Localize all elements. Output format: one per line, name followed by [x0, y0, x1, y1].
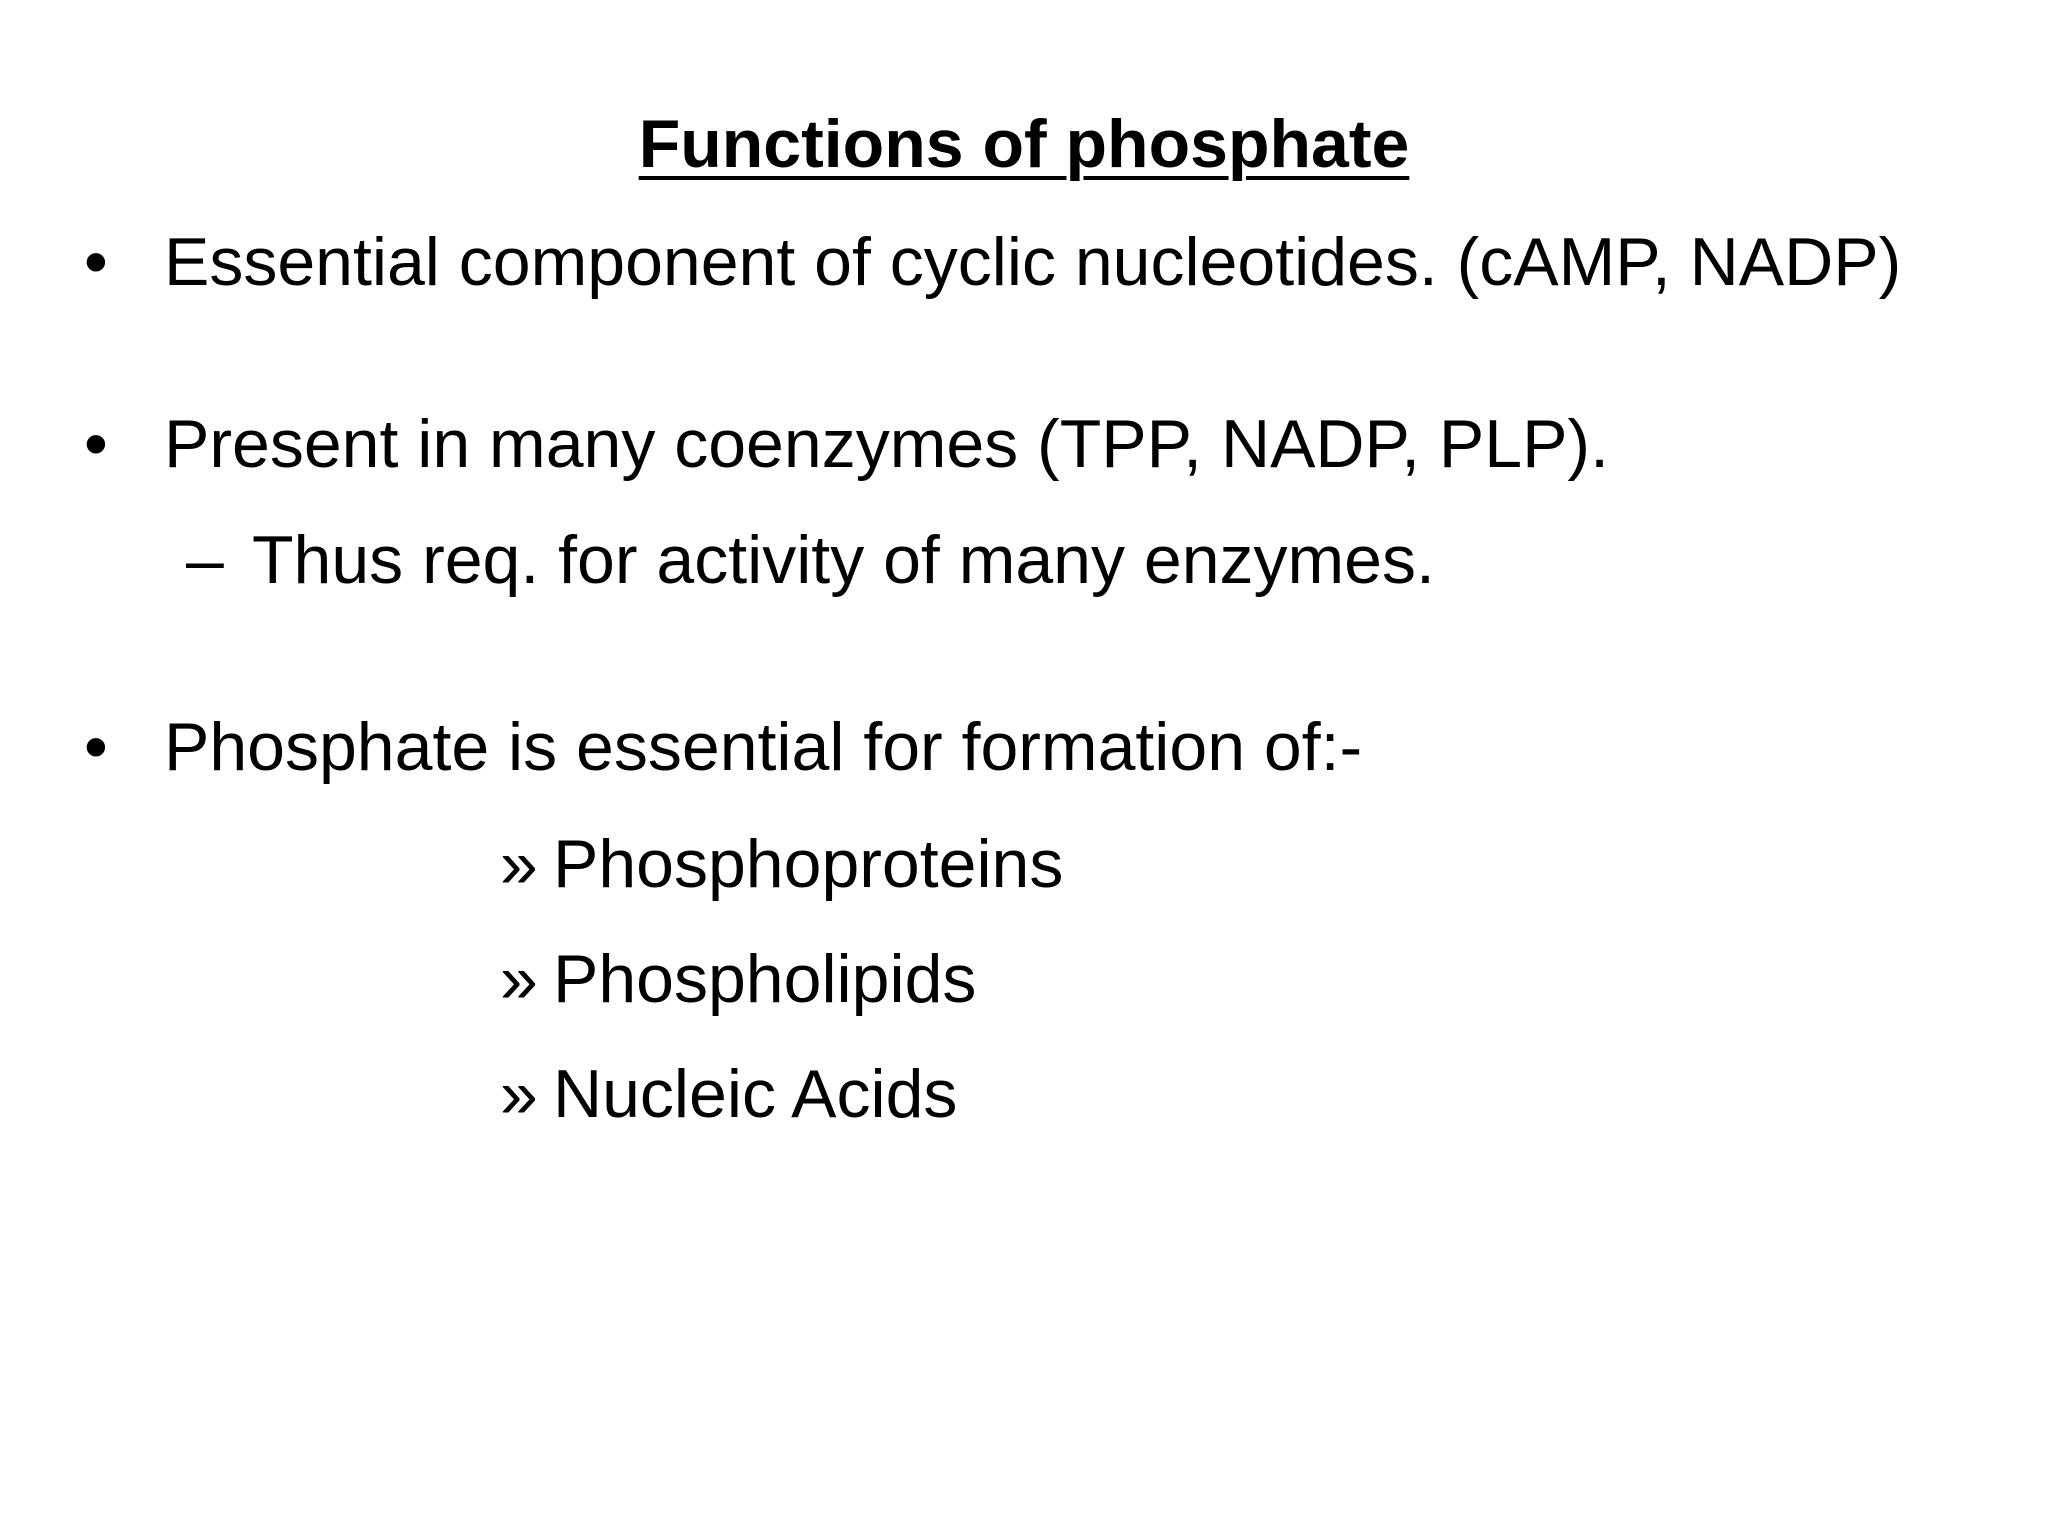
bullet-text: Phosphate is essential for formation of:-	[164, 709, 1363, 785]
bullet-text: Essential component of cyclic nucleotides. (cAMP, NADP)	[164, 224, 1902, 300]
sub-bullet-text: Thus req. for activity of many enzymes.	[252, 522, 1435, 598]
bullet-marker: •	[84, 224, 108, 300]
level3-text: Nucleic Acids	[553, 1056, 958, 1132]
bullet-text: Present in many coenzymes (TPP, NADP, PLP).	[164, 406, 1609, 482]
level3-text: Phospholipids	[553, 941, 977, 1017]
sub-bullet-marker: –	[186, 522, 224, 598]
bullet-marker: •	[84, 406, 108, 482]
bullet-marker: •	[84, 709, 108, 785]
slide-title: Functions of phosphate	[638, 106, 1410, 182]
level3-marker: »	[500, 826, 538, 902]
level3-text: Phosphoproteins	[553, 826, 1064, 902]
level3-marker: »	[500, 1056, 538, 1132]
level3-marker: »	[500, 941, 538, 1017]
